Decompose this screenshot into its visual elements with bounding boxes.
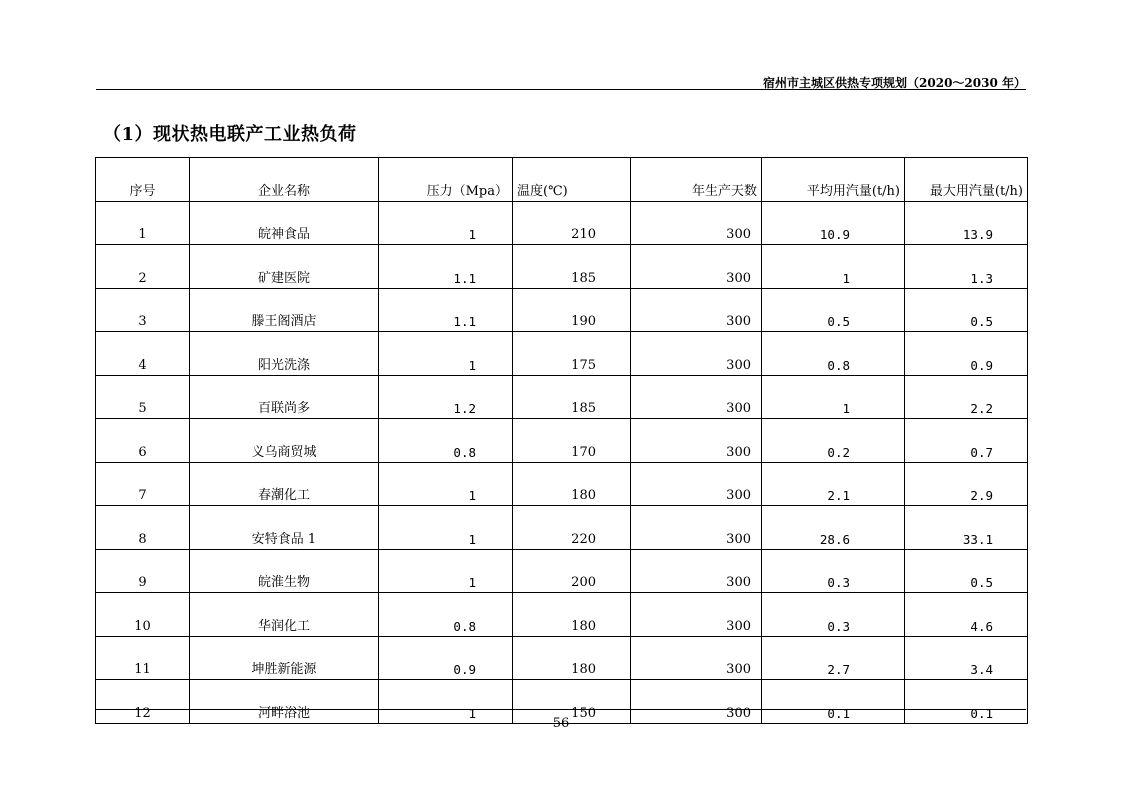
page-number: 56: [552, 716, 570, 731]
cell-max-steam: 0.9: [905, 332, 1028, 376]
cell-avg-steam: 1: [762, 375, 905, 419]
cell-days: 300: [631, 332, 762, 376]
table-row: [96, 201, 1028, 245]
cell-pressure: 0.8: [379, 593, 513, 637]
cell-max-steam: 33.1: [905, 506, 1028, 550]
col-header-temperature: 温度(℃): [513, 158, 631, 202]
header-divider: [96, 89, 1026, 90]
cell-avg-steam: 2.1: [762, 462, 905, 506]
cell-company: 滕王阁酒店: [190, 288, 379, 332]
cell-avg-steam: 1: [762, 245, 905, 289]
cell-index: 11: [96, 636, 190, 680]
cell-days: 300: [631, 288, 762, 332]
cell-temperature: 185: [513, 375, 631, 419]
cell-company: 义乌商贸城: [190, 419, 379, 463]
cell-max-steam: 13.9: [905, 201, 1028, 245]
cell-max-steam: 3.4: [905, 636, 1028, 680]
table-header-row: [96, 158, 1028, 202]
table-row: [96, 375, 1028, 419]
cell-pressure: 1: [379, 549, 513, 593]
cell-max-steam: 2.9: [905, 462, 1028, 506]
table-row: [96, 332, 1028, 376]
cell-pressure: 0.9: [379, 636, 513, 680]
cell-days: 300: [631, 680, 762, 724]
cell-company: 皖神食品: [190, 201, 379, 245]
cell-temperature: 170: [513, 419, 631, 463]
cell-temperature: 190: [513, 288, 631, 332]
cell-days: 300: [631, 245, 762, 289]
cell-days: 300: [631, 506, 762, 550]
cell-temperature: 175: [513, 332, 631, 376]
col-header-avg-steam: 平均用汽量(t/h): [762, 158, 905, 202]
cell-pressure: 1: [379, 680, 513, 724]
table-row: [96, 636, 1028, 680]
cell-company: 矿建医院: [190, 245, 379, 289]
cell-index: 8: [96, 506, 190, 550]
cell-index: 3: [96, 288, 190, 332]
cell-pressure: 1.1: [379, 245, 513, 289]
cell-company: 皖淮生物: [190, 549, 379, 593]
table-row: [96, 593, 1028, 637]
cell-pressure: 1: [379, 201, 513, 245]
cell-company: 华润化工: [190, 593, 379, 637]
cell-temperature: 200: [513, 549, 631, 593]
cell-max-steam: 1.3: [905, 245, 1028, 289]
col-header-max-steam: 最大用汽量(t/h): [905, 158, 1028, 202]
cell-avg-steam: 0.5: [762, 288, 905, 332]
cell-avg-steam: 10.9: [762, 201, 905, 245]
footer-divider: [96, 709, 1026, 710]
cell-company: 阳光洗涤: [190, 332, 379, 376]
cell-company: 春潮化工: [190, 462, 379, 506]
section-title: （1）现状热电联产工业热负荷: [103, 124, 357, 145]
cell-avg-steam: 0.8: [762, 332, 905, 376]
cell-max-steam: 0.1: [905, 680, 1028, 724]
cell-temperature: 210: [513, 201, 631, 245]
cell-avg-steam: 2.7: [762, 636, 905, 680]
cell-pressure: 1.2: [379, 375, 513, 419]
table-row: [96, 419, 1028, 463]
table-row: [96, 462, 1028, 506]
cell-avg-steam: 0.1: [762, 680, 905, 724]
col-header-company: 企业名称: [190, 158, 379, 202]
cell-pressure: 1: [379, 332, 513, 376]
cell-index: 12: [96, 680, 190, 724]
table-row: [96, 506, 1028, 550]
cell-temperature: 220: [513, 506, 631, 550]
cell-max-steam: 2.2: [905, 375, 1028, 419]
cell-index: 10: [96, 593, 190, 637]
table-row: [96, 549, 1028, 593]
cell-days: 300: [631, 375, 762, 419]
table-row: [96, 245, 1028, 289]
cell-temperature: 180: [513, 593, 631, 637]
cell-avg-steam: 0.3: [762, 549, 905, 593]
cell-pressure: 0.8: [379, 419, 513, 463]
cell-index: 1: [96, 201, 190, 245]
col-header-index: 序号: [96, 158, 190, 202]
cell-max-steam: 0.5: [905, 288, 1028, 332]
cell-pressure: 1: [379, 462, 513, 506]
cell-company: 河畔浴池: [190, 680, 379, 724]
cell-temperature: 180: [513, 462, 631, 506]
cell-index: 2: [96, 245, 190, 289]
cell-temperature: 150: [513, 680, 631, 724]
cell-avg-steam: 28.6: [762, 506, 905, 550]
running-header: 宿州市主城区供热专项规划（2020～2030 年）: [763, 76, 1026, 90]
cell-days: 300: [631, 636, 762, 680]
cell-company: 坤胜新能源: [190, 636, 379, 680]
heat-load-table: [95, 157, 1028, 724]
cell-days: 300: [631, 201, 762, 245]
cell-max-steam: 0.5: [905, 549, 1028, 593]
cell-index: 7: [96, 462, 190, 506]
cell-index: 5: [96, 375, 190, 419]
cell-days: 300: [631, 419, 762, 463]
col-header-pressure: 压力（Mpa）: [379, 158, 513, 202]
cell-pressure: 1.1: [379, 288, 513, 332]
cell-days: 300: [631, 593, 762, 637]
cell-temperature: 180: [513, 636, 631, 680]
table-row: [96, 288, 1028, 332]
cell-days: 300: [631, 549, 762, 593]
cell-temperature: 185: [513, 245, 631, 289]
cell-days: 300: [631, 462, 762, 506]
cell-company: 百联尚多: [190, 375, 379, 419]
cell-company: 安特食品 1: [190, 506, 379, 550]
cell-avg-steam: 0.3: [762, 593, 905, 637]
cell-avg-steam: 0.2: [762, 419, 905, 463]
cell-index: 9: [96, 549, 190, 593]
cell-index: 4: [96, 332, 190, 376]
cell-max-steam: 0.7: [905, 419, 1028, 463]
cell-pressure: 1: [379, 506, 513, 550]
cell-max-steam: 4.6: [905, 593, 1028, 637]
col-header-days: 年生产天数: [631, 158, 762, 202]
cell-index: 6: [96, 419, 190, 463]
